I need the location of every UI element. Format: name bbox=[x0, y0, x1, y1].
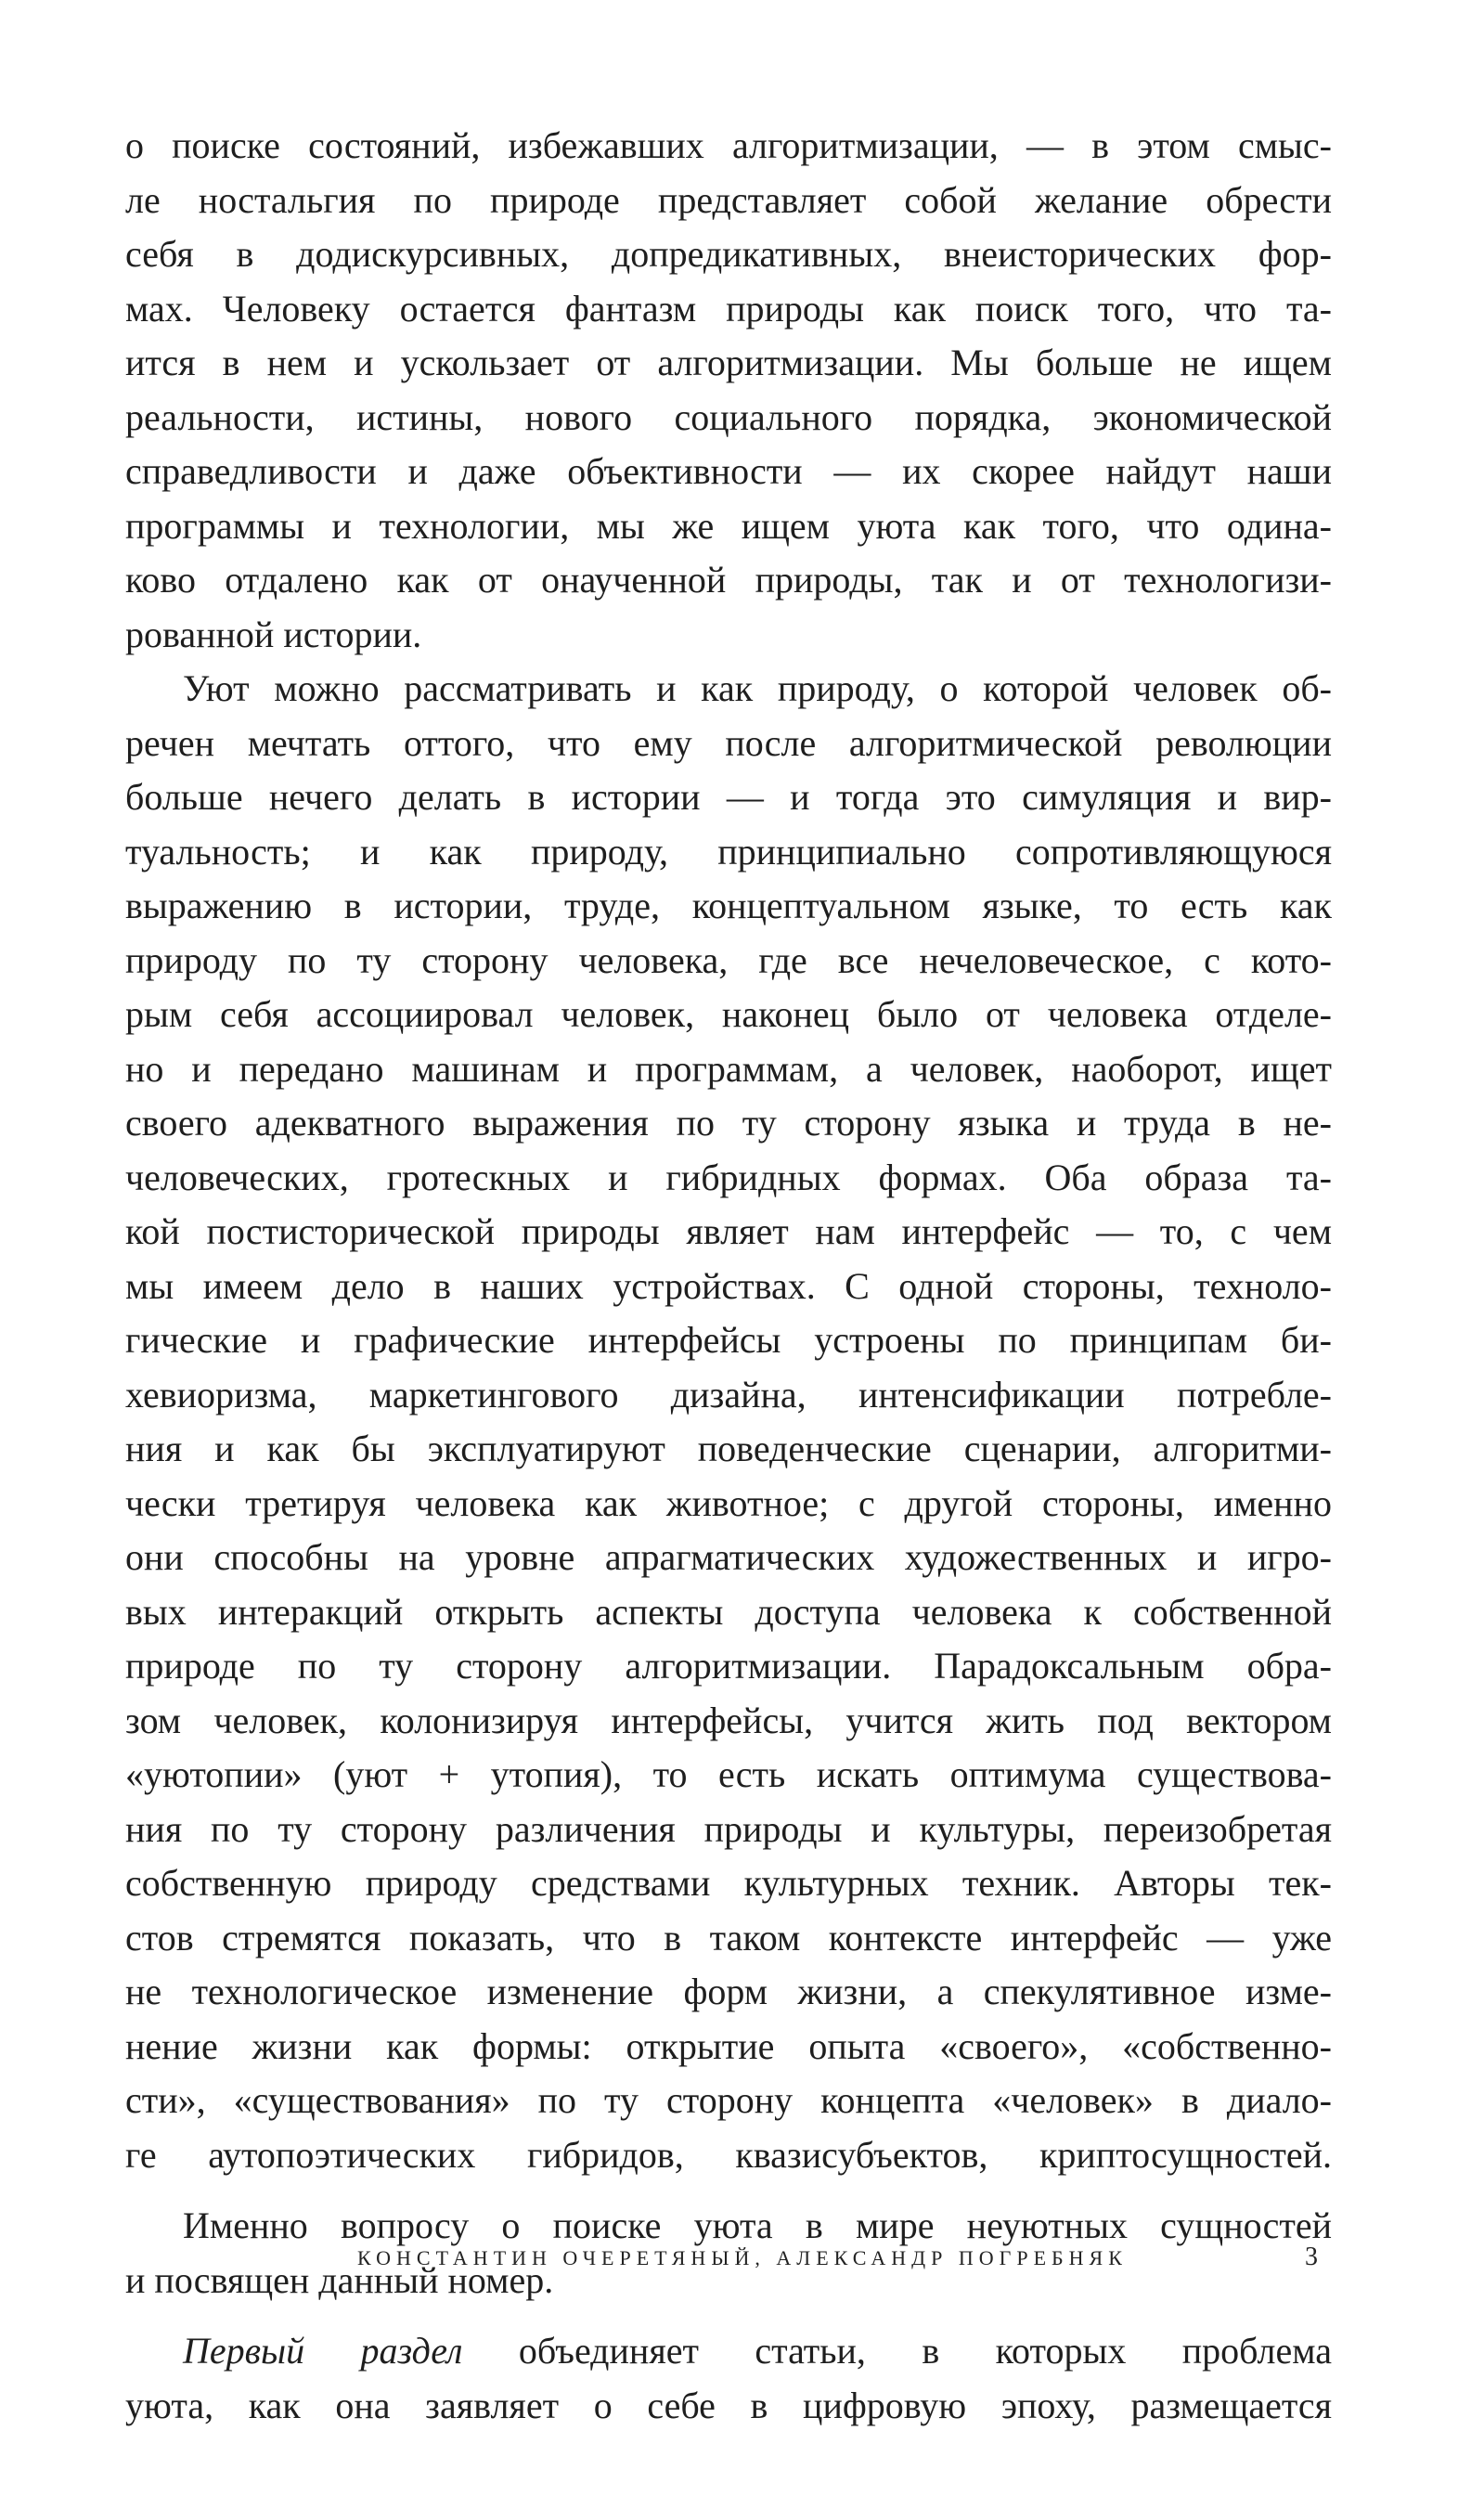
text-line: туальность; и как природу, принципиально сопротивляющуюся bbox=[125, 830, 1332, 873]
text-line: выражению в истории, труде, концептуальном языке, то есть как bbox=[125, 885, 1332, 926]
text-line bbox=[125, 2324, 1332, 2379]
text-line: и посвящен данный номер. bbox=[125, 2258, 554, 2301]
text-line: Уют можно рассматривать и как природу, о которой человек об- bbox=[183, 667, 1332, 709]
text-line: стов стремятся показать, что в таком контексте интерфейс — уже bbox=[125, 1916, 1332, 1959]
main-text bbox=[125, 119, 1332, 2433]
text-line: не технологическое изменение форм жизни, а спекулятивное изме- bbox=[125, 1971, 1332, 2012]
text-line: реальности, истины, нового социального порядка, экономической bbox=[125, 395, 1332, 438]
running-footer: КОНСТАНТИН ОЧЕРЕТЯНЫЙ, АЛЕКСАНДР ПОГРЕБНЯК bbox=[357, 2246, 1128, 2269]
text-line: кой постисторической природы являет нам интерфейс — то, с чем bbox=[125, 1210, 1332, 1252]
text-line: они способны на уровне апрагматических художественных и игро- bbox=[125, 1536, 1332, 1578]
paragraph-gap bbox=[125, 2182, 1332, 2199]
text-line: но и передано машинам и программам, а человек, наоборот, ищет bbox=[125, 1047, 1332, 1090]
text-line: справедливости и даже объективности — их скорее найдут наши bbox=[125, 450, 1332, 492]
text-line: мах. Человеку остается фантазм природы как поиск того, что та- bbox=[125, 287, 1332, 330]
text-line: ния по ту сторону различения природы и культуры, переизобретая bbox=[125, 1807, 1332, 1850]
text-line: уюта, как она заявляет о себе в цифровую эпоху, размещается bbox=[125, 2384, 1332, 2426]
paragraph-1 bbox=[125, 119, 1332, 662]
text-line: рым себя ассоциировал человек, наконец было от человека отделе- bbox=[125, 993, 1332, 1035]
text-line: ге аутопоэтических гибридов, квазисубъектов, криптосущностей. bbox=[125, 2133, 1332, 2176]
text-line: сти», «существования» по ту сторону концепта «человек» в диало- bbox=[125, 2079, 1332, 2121]
text-run: объединяет статьи, в которых проблема bbox=[462, 2330, 1332, 2372]
text-line: себя в додискурсивных, допредикативных, внеисторических фор- bbox=[125, 233, 1332, 275]
text-line: ится в нем и ускользает от алгоритмизации. Мы больше не ищем bbox=[125, 342, 1332, 383]
text-line: «уютопии» (уют + утопия), то есть искать оптимума существова- bbox=[125, 1753, 1332, 1795]
paragraph-2 bbox=[125, 662, 1332, 2182]
text-line: зом человек, колонизируя интерфейсы, учится жить под вектором bbox=[125, 1699, 1332, 1741]
text-line: программы и технологии, мы же ищем уюта как того, что одина- bbox=[125, 504, 1332, 547]
page-number: 3 bbox=[1305, 2243, 1318, 2271]
text-line: нение жизни как формы: открытие опыта «своего», «собственно- bbox=[125, 2024, 1332, 2067]
text-line: ния и как бы эксплуатируют поведенческие сценарии, алгоритми- bbox=[125, 1428, 1332, 1469]
text-line: своего адекватного выражения по ту сторону языка и труда в не- bbox=[125, 1102, 1332, 1144]
text-line: Именно вопросу о поиске уюта в мире неуютных сущностей bbox=[183, 2204, 1332, 2246]
text-line: природе по ту сторону алгоритмизации. Парадоксальным обра- bbox=[125, 1645, 1332, 1687]
text-line: человеческих, гротескных и гибридных формах. Оба образа та- bbox=[125, 1156, 1332, 1198]
paragraph-gap bbox=[125, 2308, 1332, 2324]
text-line: мы имеем дело в наших устройствах. С одной стороны, техноло- bbox=[125, 1264, 1332, 1307]
text-line: собственную природу средствами культурных техник. Авторы тек- bbox=[125, 1862, 1332, 1904]
text-line: природу по ту сторону человека, где все нечеловеческое, с кото- bbox=[125, 938, 1332, 981]
text-line: вых интеракций открыть аспекты доступа человека к собственной bbox=[125, 1590, 1332, 1633]
text-line: рованной истории. bbox=[125, 613, 422, 655]
text-line: хевиоризма, маркетингового дизайна, интенсификации потребле- bbox=[125, 1373, 1332, 1416]
paragraph-4 bbox=[125, 2324, 1332, 2433]
text-line: о поиске состояний, избежавших алгоритмизации, — в этом смыс- bbox=[125, 124, 1332, 166]
text-line: больше нечего делать в истории — и тогда это симуляция и вир- bbox=[125, 776, 1332, 818]
text-line: чески третируя человека как животное; с другой стороны, именно bbox=[125, 1481, 1332, 1524]
text-line: ково отдалено как от онаученной природы, так и от технологизи- bbox=[125, 559, 1332, 601]
italic-section-lead: Первый раздел bbox=[183, 2330, 463, 2372]
text-line: гические и графические интерфейсы устроены по принципам би- bbox=[125, 1319, 1332, 1361]
text-line: речен мечтать оттого, что ему после алгоритмической революции bbox=[125, 721, 1332, 764]
text-line: ле ностальгия по природе представляет собой желание обрести bbox=[125, 178, 1332, 221]
